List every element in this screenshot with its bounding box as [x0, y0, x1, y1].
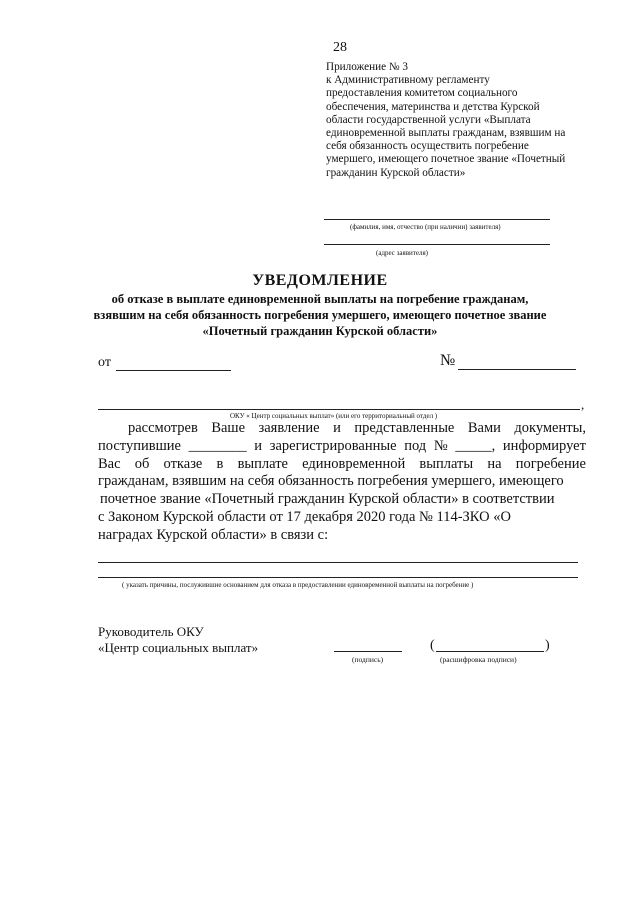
word: информирует: [502, 437, 586, 454]
date-blank[interactable]: ________: [188, 437, 247, 454]
signature-caption: (подпись): [352, 655, 384, 664]
word: и: [333, 420, 341, 436]
word: об: [134, 455, 150, 472]
body-row-6: с Законом Курской области от 17 декабря 2020 года № 114-ЗКО «О: [98, 508, 511, 525]
word: погребение: [515, 455, 586, 472]
organization-line[interactable]: [98, 409, 580, 410]
appendix-line: к Административному регламенту: [326, 74, 490, 87]
word: №: [433, 437, 448, 454]
applicant-name-line[interactable]: [324, 219, 550, 220]
subtitle-line: об отказе в выплате единовременной выплаты на погребение гражданам,: [111, 292, 529, 306]
open-paren: (: [430, 638, 435, 653]
reason-line-2[interactable]: [98, 577, 578, 578]
subtitle-line: взявшим на себя обязанность погребения умершего, имеющего почетное звание: [93, 308, 547, 322]
document-subtitle: [70, 291, 570, 339]
number-field-line[interactable]: [458, 369, 576, 370]
word: единовременной: [302, 455, 406, 472]
decoding-caption: (расшифровка подписи): [440, 655, 517, 664]
word: выплате: [237, 455, 288, 472]
from-label: от: [98, 355, 111, 370]
subtitle-line: «Почетный гражданин Курской области»: [202, 324, 438, 338]
appendix-line: обеспечения, материнства и детства Курской: [326, 100, 540, 113]
word: рассмотрев: [128, 420, 198, 436]
word: Вас: [98, 455, 121, 472]
applicant-address-line[interactable]: [324, 244, 550, 245]
word: под: [404, 437, 427, 454]
word: и: [254, 437, 263, 454]
word: документы,: [514, 420, 586, 436]
body-row-5: почетное звание «Почетный гражданин Курской области» в соответствии: [100, 491, 555, 508]
body-row-2: [98, 438, 586, 456]
word: в: [216, 455, 224, 472]
word: Вами: [467, 420, 501, 436]
from-field-line[interactable]: [116, 370, 231, 371]
appendix-line: области государственной услуги «Выплата: [326, 113, 531, 126]
body-paragraph: [98, 420, 586, 545]
appendix-line: Приложение № 3: [326, 61, 408, 73]
appendix-line: гражданин Курской области»: [326, 166, 466, 179]
decoding-line[interactable]: [436, 651, 544, 652]
document-title: УВЕДОМЛЕНИЕ: [252, 272, 388, 289]
word: отказе: [163, 455, 203, 472]
signature-line[interactable]: [334, 651, 402, 652]
comma: ,: [581, 397, 585, 412]
appendix-line: умершего, имеющего почетное звание «Почетный: [326, 153, 566, 166]
signatory-org: «Центр социальных выплат»: [98, 640, 259, 655]
reason-caption: ( указать причины, послужившие основанием для отказа в предоставлении единовременной выплаты на погребение ): [122, 581, 474, 589]
number-label: №: [440, 352, 456, 369]
applicant-address-caption: (адрес заявителя): [376, 249, 428, 257]
word: зарегистрированные: [269, 437, 397, 454]
organization-caption: ОКУ « Центр социальных выплат» (или его территориальный отдел ): [230, 412, 438, 420]
reason-line-1[interactable]: [98, 562, 578, 563]
close-paren: ): [545, 638, 550, 653]
applicant-name-caption: (фамилия, имя, отчество (при наличии) заявителя): [350, 223, 501, 231]
reg-number-blank[interactable]: _____,: [455, 437, 496, 454]
body-row-7: наградах Курской области» в связи с:: [98, 526, 329, 543]
body-row-3: [98, 456, 586, 474]
appendix-line: себя обязанность осуществить погребение: [326, 140, 529, 153]
word: выплаты: [419, 455, 474, 472]
appendix-line: единовременной выплаты гражданам, взявшим на: [326, 127, 566, 140]
appendix-header: [326, 61, 596, 180]
page-number: 28: [333, 40, 347, 55]
appendix-line: предоставления комитетом социального: [326, 87, 518, 100]
word: Ваше: [211, 420, 246, 436]
body-row-1: [98, 420, 586, 438]
word: заявление: [258, 420, 320, 436]
word: на: [487, 455, 502, 472]
signatory-title: Руководитель ОКУ: [98, 624, 204, 639]
word: представленные: [354, 420, 455, 436]
signatory-block: [98, 624, 258, 656]
word: поступившие: [98, 437, 181, 454]
body-row-4: гражданам, взявшим на себя обязанность погребения умершего, имеющего: [98, 473, 564, 490]
